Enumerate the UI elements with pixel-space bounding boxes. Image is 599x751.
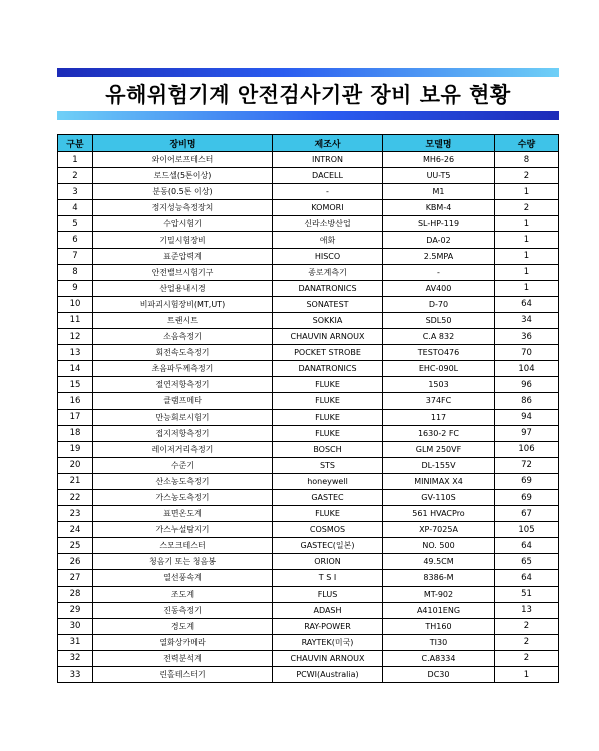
cell-quantity: 1 [495,216,559,232]
cell-quantity: 51 [495,586,559,602]
cell-index: 1 [58,152,93,168]
cell-model: MINIMAX X4 [383,473,495,489]
cell-quantity: 105 [495,522,559,538]
cell-manufacturer: DACELL [273,168,383,184]
table-row [58,634,559,650]
cell-model: A4101ENG [383,602,495,618]
cell-manufacturer: 신라소방산업 [273,216,383,232]
cell-index: 20 [58,457,93,473]
table-row [58,264,559,280]
cell-index: 15 [58,377,93,393]
cell-manufacturer: - [273,184,383,200]
cell-index: 5 [58,216,93,232]
cell-manufacturer: CHAUVIN ARNOUX [273,650,383,666]
cell-manufacturer: RAY-POWER [273,618,383,634]
cell-equipment-name: 만능회로시험기 [93,409,273,425]
table-row [58,650,559,666]
cell-equipment-name: 수압시험기 [93,216,273,232]
table-row [58,457,559,473]
cell-index: 19 [58,441,93,457]
table-row [58,506,559,522]
cell-model: 1630-2 FC [383,425,495,441]
cell-manufacturer: INTRON [273,152,383,168]
cell-quantity: 72 [495,457,559,473]
cell-model: 1503 [383,377,495,393]
cell-model: NO. 500 [383,538,495,554]
cell-manufacturer: BOSCH [273,441,383,457]
cell-model: UU-T5 [383,168,495,184]
cell-index: 21 [58,473,93,489]
cell-manufacturer: FLUKE [273,393,383,409]
cell-quantity: 2 [495,650,559,666]
cell-index: 14 [58,361,93,377]
cell-index: 10 [58,296,93,312]
equipment-table [57,134,559,683]
cell-model: M1 [383,184,495,200]
cell-equipment-name: 산소농도측정기 [93,473,273,489]
cell-manufacturer: RAYTEK(미국) [273,634,383,650]
cell-index: 18 [58,425,93,441]
table-row [58,296,559,312]
cell-index: 16 [58,393,93,409]
cell-manufacturer: 종로계측기 [273,264,383,280]
table-row [58,473,559,489]
table-header-row [58,135,559,152]
cell-quantity: 65 [495,554,559,570]
cell-equipment-name: 레이저거리측정기 [93,441,273,457]
cell-model: SL-HP-119 [383,216,495,232]
cell-equipment-name: 안전밸브시험기구 [93,264,273,280]
cell-model: 561 HVACPro [383,506,495,522]
cell-model: DL-155V [383,457,495,473]
table-row [58,280,559,296]
cell-manufacturer: honeywell [273,473,383,489]
cell-quantity: 8 [495,152,559,168]
cell-model: DC30 [383,667,495,683]
cell-manufacturer: GASTEC [273,489,383,505]
cell-equipment-name: 소음측정기 [93,329,273,345]
table-row [58,570,559,586]
title-bar-top [57,68,559,77]
table-row [58,200,559,216]
cell-quantity: 1 [495,264,559,280]
cell-manufacturer: COSMOS [273,522,383,538]
cell-quantity: 69 [495,489,559,505]
table-row [58,248,559,264]
cell-model: SDL50 [383,312,495,328]
cell-model: - [383,264,495,280]
cell-model: EHC-090L [383,361,495,377]
cell-equipment-name: 초음파두께측정기 [93,361,273,377]
cell-equipment-name: 경도계 [93,618,273,634]
cell-model: KBM-4 [383,200,495,216]
cell-index: 27 [58,570,93,586]
header-manufacturer: 제조사 [273,135,383,152]
cell-model: TH160 [383,618,495,634]
cell-equipment-name: 정지성능측정장치 [93,200,273,216]
cell-index: 13 [58,345,93,361]
cell-index: 9 [58,280,93,296]
cell-equipment-name: 비파괴시험장비(MT,UT) [93,296,273,312]
page-title: 유해위험기계 안전검사기관 장비 보유 현황 [105,83,511,107]
cell-manufacturer: ADASH [273,602,383,618]
header-equipment-name: 장비명 [93,135,273,152]
cell-quantity: 34 [495,312,559,328]
table-row [58,312,559,328]
cell-quantity: 104 [495,361,559,377]
cell-equipment-name: 가스농도측정기 [93,489,273,505]
cell-quantity: 94 [495,409,559,425]
cell-quantity: 1 [495,280,559,296]
cell-equipment-name: 와이어로프테스터 [93,152,273,168]
table-row [58,232,559,248]
cell-quantity: 1 [495,667,559,683]
cell-quantity: 13 [495,602,559,618]
cell-model: GV-110S [383,489,495,505]
cell-index: 2 [58,168,93,184]
cell-quantity: 70 [495,345,559,361]
cell-quantity: 86 [495,393,559,409]
cell-equipment-name: 수준기 [93,457,273,473]
cell-index: 33 [58,667,93,683]
cell-quantity: 64 [495,570,559,586]
table-row [58,216,559,232]
cell-manufacturer: FLUS [273,586,383,602]
cell-manufacturer: GASTEC(일본) [273,538,383,554]
cell-quantity: 64 [495,538,559,554]
cell-manufacturer: ORION [273,554,383,570]
cell-index: 4 [58,200,93,216]
cell-quantity: 2 [495,634,559,650]
cell-index: 17 [58,409,93,425]
cell-model: GLM 250VF [383,441,495,457]
cell-quantity: 1 [495,248,559,264]
cell-model: D-70 [383,296,495,312]
cell-equipment-name: 접지저항측정기 [93,425,273,441]
cell-quantity: 64 [495,296,559,312]
cell-model: TI30 [383,634,495,650]
cell-index: 30 [58,618,93,634]
cell-index: 3 [58,184,93,200]
cell-equipment-name: 청음기 또는 청음봉 [93,554,273,570]
cell-equipment-name: 린홀테스터기 [93,667,273,683]
cell-quantity: 97 [495,425,559,441]
cell-manufacturer: FLUKE [273,425,383,441]
cell-quantity: 106 [495,441,559,457]
cell-model: 374FC [383,393,495,409]
cell-quantity: 1 [495,232,559,248]
cell-equipment-name: 열화상카메라 [93,634,273,650]
cell-index: 25 [58,538,93,554]
cell-manufacturer: HISCO [273,248,383,264]
table-row [58,409,559,425]
header-model: 모델명 [383,135,495,152]
table-row [58,184,559,200]
cell-equipment-name: 로드셀(5톤이상) [93,168,273,184]
cell-model: 117 [383,409,495,425]
cell-manufacturer: PCWI(Australia) [273,667,383,683]
table-row [58,425,559,441]
cell-equipment-name: 클램프메타 [93,393,273,409]
cell-equipment-name: 표면온도계 [93,506,273,522]
cell-index: 11 [58,312,93,328]
cell-model: XP-7025A [383,522,495,538]
header-index: 구분 [58,135,93,152]
cell-quantity: 2 [495,618,559,634]
table-row [58,538,559,554]
table-row [58,329,559,345]
cell-model: 49.5CM [383,554,495,570]
cell-quantity: 2 [495,200,559,216]
cell-manufacturer: DANATRONICS [273,280,383,296]
cell-manufacturer: KOMORI [273,200,383,216]
cell-manufacturer: SOKKIA [273,312,383,328]
cell-model: MT-902 [383,586,495,602]
cell-index: 29 [58,602,93,618]
table-row [58,489,559,505]
table-row [58,393,559,409]
cell-index: 23 [58,506,93,522]
cell-equipment-name: 전력분석계 [93,650,273,666]
cell-quantity: 2 [495,168,559,184]
cell-index: 6 [58,232,93,248]
cell-quantity: 96 [495,377,559,393]
cell-equipment-name: 기밀시험장비 [93,232,273,248]
cell-model: AV400 [383,280,495,296]
cell-model: TESTO476 [383,345,495,361]
cell-index: 22 [58,489,93,505]
cell-equipment-name: 진동측정기 [93,602,273,618]
cell-manufacturer: 애화 [273,232,383,248]
table-row [58,554,559,570]
cell-equipment-name: 절연저항측정기 [93,377,273,393]
cell-equipment-name: 열선풍속계 [93,570,273,586]
cell-quantity: 67 [495,506,559,522]
cell-manufacturer: POCKET STROBE [273,345,383,361]
cell-manufacturer: SONATEST [273,296,383,312]
cell-manufacturer: FLUKE [273,409,383,425]
cell-manufacturer: FLUKE [273,506,383,522]
cell-equipment-name: 산업용내시경 [93,280,273,296]
cell-equipment-name: 분동(0.5톤 이상) [93,184,273,200]
cell-model: C.A 832 [383,329,495,345]
cell-quantity: 36 [495,329,559,345]
table-row [58,618,559,634]
table-row [58,152,559,168]
cell-manufacturer: STS [273,457,383,473]
cell-equipment-name: 표준압력계 [93,248,273,264]
cell-manufacturer: FLUKE [273,377,383,393]
table-row [58,522,559,538]
cell-manufacturer: DANATRONICS [273,361,383,377]
table-row [58,602,559,618]
cell-model: DA-02 [383,232,495,248]
cell-quantity: 69 [495,473,559,489]
table-row [58,361,559,377]
cell-equipment-name: 회전속도측정기 [93,345,273,361]
title-bar-bottom [57,111,559,120]
cell-manufacturer: T S I [273,570,383,586]
table-row [58,441,559,457]
table-body [58,152,559,683]
cell-index: 8 [58,264,93,280]
table-row [58,586,559,602]
table-row [58,667,559,683]
cell-model: MH6-26 [383,152,495,168]
table-row [58,377,559,393]
cell-equipment-name: 트랜시트 [93,312,273,328]
cell-index: 12 [58,329,93,345]
cell-model: 2.5MPA [383,248,495,264]
cell-index: 31 [58,634,93,650]
cell-index: 24 [58,522,93,538]
cell-index: 32 [58,650,93,666]
cell-index: 7 [58,248,93,264]
cell-equipment-name: 가스누설탐지기 [93,522,273,538]
cell-equipment-name: 스모크테스터 [93,538,273,554]
header-quantity: 수량 [495,135,559,152]
cell-equipment-name: 조도계 [93,586,273,602]
cell-index: 26 [58,554,93,570]
table-row [58,168,559,184]
cell-model: C.A8334 [383,650,495,666]
cell-index: 28 [58,586,93,602]
cell-manufacturer: CHAUVIN ARNOUX [273,329,383,345]
cell-model: 8386-M [383,570,495,586]
table-row [58,345,559,361]
cell-quantity: 1 [495,184,559,200]
